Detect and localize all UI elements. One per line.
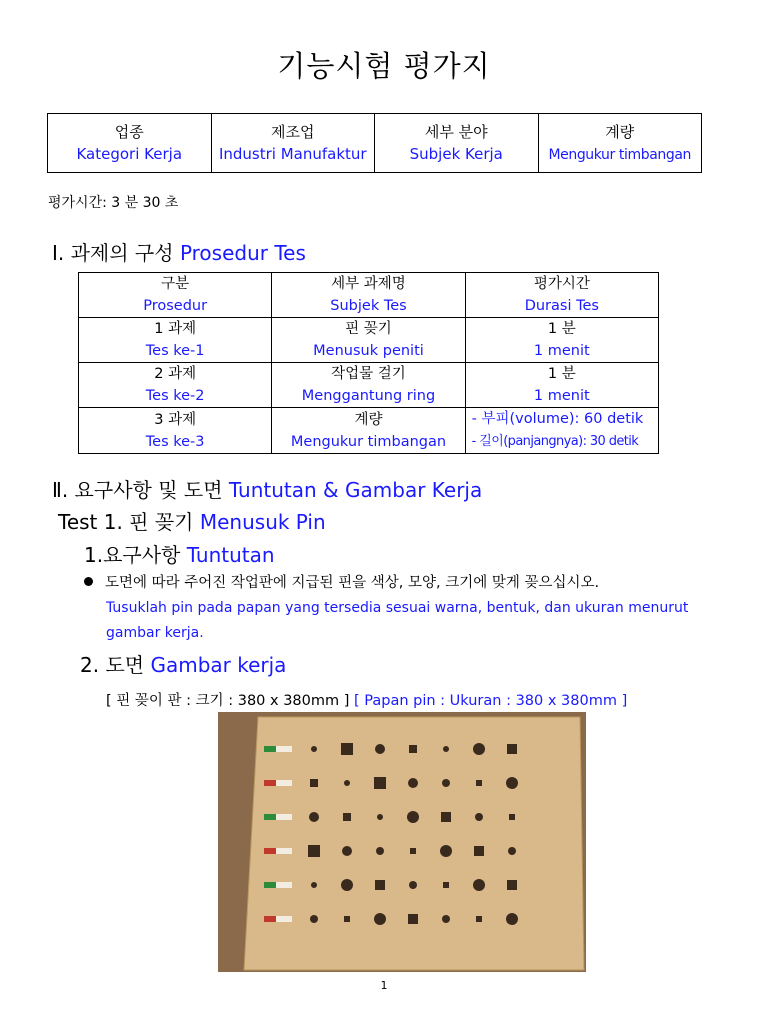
pin-hole — [375, 880, 385, 890]
requirements-heading: 1.요구사항 Tuntutan — [84, 543, 275, 567]
pin-hole — [407, 811, 419, 823]
page-number: 1 — [380, 979, 388, 992]
pin-hole — [343, 813, 351, 821]
drawing-caption: [ 핀 꽂이 판 : 크기 : 380 x 380mm ] [ Papan pin : Ukuran : 380 x 380mm ] — [106, 693, 628, 709]
pin-hole — [443, 882, 449, 888]
drawing-heading: 2. 도면 Gambar kerja — [80, 653, 287, 677]
pin-hole — [443, 746, 449, 752]
pin-board-image — [218, 712, 586, 972]
pin-hole — [408, 914, 418, 924]
pin-hole — [376, 847, 384, 855]
pin-hole — [441, 812, 451, 822]
color-marker-label — [276, 780, 292, 786]
pin-hole — [309, 812, 319, 822]
section2-heading: Ⅱ. 요구사항 및 도면 Tuntutan & Gambar Kerja — [52, 478, 483, 502]
pin-hole — [410, 848, 416, 854]
color-marker — [264, 882, 276, 888]
pin-hole — [474, 846, 484, 856]
color-marker — [264, 814, 276, 820]
header-cell: 세부 과제명 Subjek Tes — [272, 273, 465, 318]
color-marker — [264, 916, 276, 922]
color-marker-label — [276, 882, 292, 888]
pin-hole — [341, 743, 353, 755]
pin-hole — [342, 846, 352, 856]
pin-hole — [374, 913, 386, 925]
pin-hole — [408, 778, 418, 788]
table-row — [79, 318, 659, 363]
color-marker-label — [276, 848, 292, 854]
info-table — [47, 113, 702, 173]
pin-hole — [473, 743, 485, 755]
pin-hole — [440, 845, 452, 857]
color-marker — [264, 848, 276, 854]
pin-hole — [310, 779, 318, 787]
color-marker-label — [276, 916, 292, 922]
table-cell: 계량 Mengukur timbangan — [272, 408, 465, 454]
pin-hole — [506, 777, 518, 789]
pin-hole — [507, 880, 517, 890]
color-marker — [264, 746, 276, 752]
table-cell: 1 과제 Tes ke-1 — [79, 318, 272, 363]
pin-hole — [344, 916, 350, 922]
table-cell: 작업물 걸기 Menggantung ring — [272, 363, 465, 408]
pin-hole — [377, 814, 383, 820]
pin-hole — [311, 882, 317, 888]
pin-hole — [409, 745, 417, 753]
bullet-icon — [84, 577, 93, 586]
pin-hole — [476, 916, 482, 922]
color-marker — [264, 780, 276, 786]
header-cell: 평가시간 Durasi Tes — [465, 273, 658, 318]
info-cell-measuring: 계량 Mengukur timbangan — [538, 114, 702, 173]
pin-hole — [375, 744, 385, 754]
test1-heading: Test 1. 핀 꽂기 Menusuk Pin — [58, 510, 326, 534]
color-marker-label — [276, 746, 292, 752]
table-cell: 3 과제 Tes ke-3 — [79, 408, 272, 454]
pin-hole — [476, 780, 482, 786]
table-row — [79, 408, 659, 454]
header-cell: 구분 Prosedur — [79, 273, 272, 318]
pin-hole — [509, 814, 515, 820]
pin-hole — [442, 915, 450, 923]
requirement-bullet: 도면에 따라 주어진 작업판에 지급된 핀을 색상, 모양, 크기에 맞게 꽂으십시오. — [84, 571, 599, 592]
info-cell-industry: 제조업 Industri Manufaktur — [211, 114, 375, 173]
pin-hole — [508, 847, 516, 855]
pin-hole — [409, 881, 417, 889]
pin-hole — [341, 879, 353, 891]
pin-hole — [311, 746, 317, 752]
table-cell: 1 분 1 menit — [465, 363, 658, 408]
requirement-translation: Tusuklah pin pada papan yang tersedia sesuai warna, bentuk, dan ukuran menurut gambar kerja. — [106, 600, 689, 641]
color-marker-label — [276, 814, 292, 820]
pin-hole — [374, 777, 386, 789]
table-cell: 1 분 1 menit — [465, 318, 658, 363]
info-cell-category: 업종 Kategori Kerja — [48, 114, 212, 173]
pin-hole — [507, 744, 517, 754]
pin-board-photo — [218, 712, 586, 972]
info-cell-subject: 세부 분야 Subjek Kerja — [375, 114, 539, 173]
evaluation-time: 평가시간: 3 분 30 초 — [48, 195, 179, 211]
procedure-table — [78, 272, 659, 454]
table-row — [79, 363, 659, 408]
pin-hole — [442, 779, 450, 787]
pin-hole — [475, 813, 483, 821]
pin-hole — [308, 845, 320, 857]
pin-hole — [310, 915, 318, 923]
section1-heading: Ⅰ. 과제의 구성 Prosedur Tes — [52, 241, 306, 265]
pin-hole — [344, 780, 350, 786]
table-cell: - 부피(volume): 60 detik - 길이(panjangnya): 30 detik — [465, 408, 658, 454]
table-cell: 2 과제 Tes ke-2 — [79, 363, 272, 408]
table-header-row — [79, 273, 659, 318]
table-cell: 핀 꽂기 Menusuk peniti — [272, 318, 465, 363]
pin-hole — [473, 879, 485, 891]
pin-hole — [506, 913, 518, 925]
page-title: 기능시험 평가지 — [277, 49, 491, 83]
